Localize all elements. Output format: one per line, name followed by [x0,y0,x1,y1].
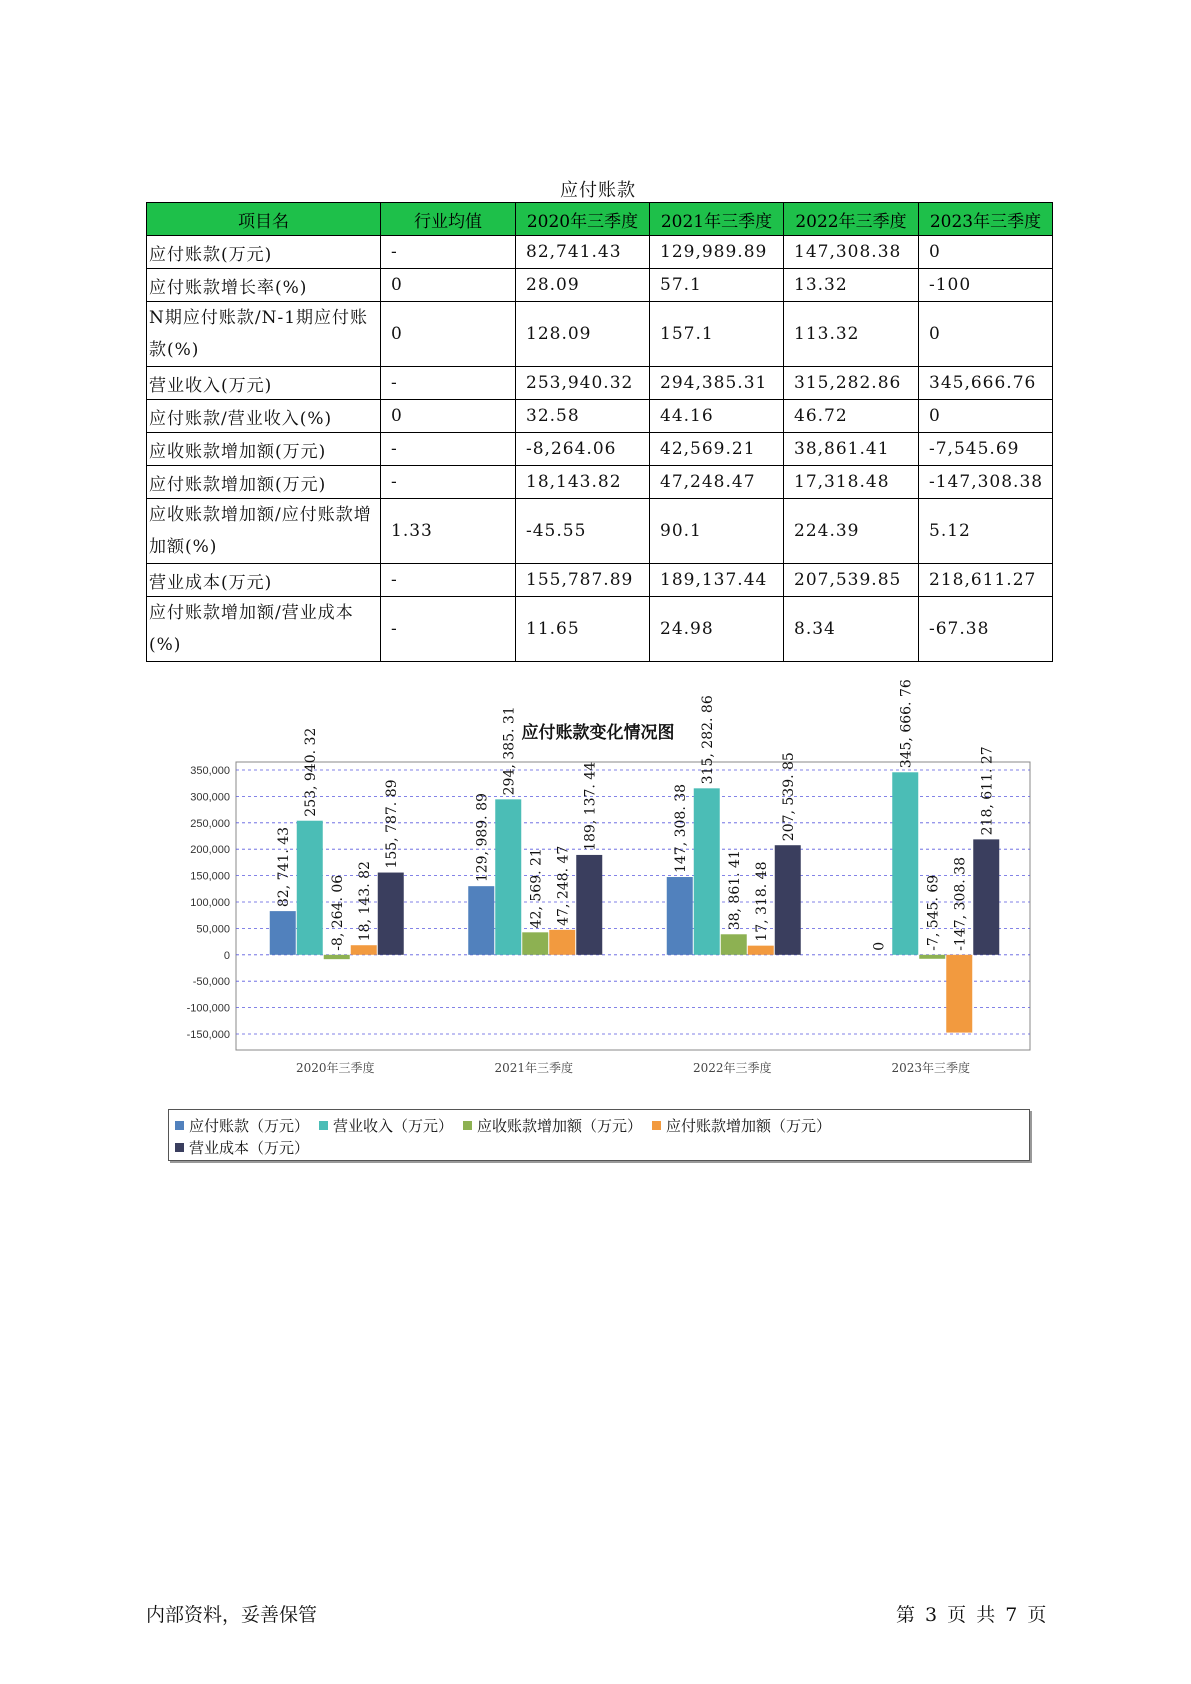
table-cell: 253,940.32 [516,367,650,400]
data-label: 42, 569. 21 [528,848,545,929]
table-row [147,236,1053,269]
table-row [147,466,1053,499]
bar [973,839,999,954]
table-cell: 5.12 [919,499,1053,564]
bar [667,877,693,955]
x-tick-label: 2023年三季度 [891,1061,971,1075]
header-cell: 项目名 [147,203,381,236]
data-label: 0 [871,941,888,951]
table-cell: 294,385.31 [650,367,784,400]
table-cell: 189,137.44 [650,564,784,597]
y-tick-label: 0 [223,949,230,962]
y-tick-label: 300,000 [190,791,230,804]
table-row [147,564,1053,597]
header-cell: 2022年三季度 [784,203,919,236]
row-label: 应收账款增加额(万元) [147,433,381,466]
table-cell: 90.1 [650,499,784,564]
row-label: 应付账款(万元) [147,236,381,269]
table-row [147,400,1053,433]
legend-label: 营业成本（万元） [189,1138,310,1157]
table-row [147,269,1053,302]
table-cell: -45.55 [516,499,650,564]
legend-item [463,1115,642,1136]
data-label: -7, 545. 69 [925,874,942,951]
table-cell: 0 [919,236,1053,269]
table-cell: 218,611.27 [919,564,1053,597]
data-label: 315, 282. 86 [700,695,717,785]
legend-row [175,1114,1023,1136]
table-cell: - [381,236,516,269]
bar [297,821,323,955]
data-label: -8, 264. 06 [330,874,347,951]
header-cell: 2020年三季度 [516,203,650,236]
table-cell: 0 [919,302,1053,367]
bar [549,930,575,955]
bar [351,945,377,955]
table-cell: 0 [381,269,516,302]
table-cell: 38,861.41 [784,433,919,466]
legend-swatch [175,1143,184,1152]
table-row [147,597,1053,662]
table-cell: 155,787.89 [516,564,650,597]
row-label: 应付账款/营业收入(%) [147,400,381,433]
table-cell: 18,143.82 [516,466,650,499]
bar [576,855,602,955]
x-tick-label: 2022年三季度 [692,1061,772,1075]
data-label: 189, 137. 44 [582,761,599,851]
legend-item [652,1115,831,1136]
bar [892,772,918,955]
data-label: 253, 940. 32 [303,727,320,817]
table-cell: 13.32 [784,269,919,302]
bar [378,873,404,955]
data-label: 294, 385. 31 [501,706,518,796]
table-cell: -147,308.38 [919,466,1053,499]
table-cell: 32.58 [516,400,650,433]
header-cell: 行业均值 [381,203,516,236]
table-cell: - [381,433,516,466]
table-cell: 128.09 [516,302,650,367]
bar [946,955,972,1033]
y-tick-label: 100,000 [190,897,230,909]
table-cell: -7,545.69 [919,433,1053,466]
table-cell: 0 [381,400,516,433]
data-label: 17, 318. 48 [754,861,771,942]
table-cell: 345,666.76 [919,367,1053,400]
table-cell: 0 [919,400,1053,433]
data-label: 207, 539. 85 [781,752,798,842]
data-label: 18, 143. 82 [357,861,374,942]
y-tick-label: 350,000 [190,765,230,777]
data-label: 47, 248. 47 [555,845,572,926]
table-cell: 207,539.85 [784,564,919,597]
x-tick-label: 2021年三季度 [494,1061,574,1075]
table-cell: 157.1 [650,302,784,367]
table-cell: 42,569.21 [650,433,784,466]
table-row [147,302,1053,367]
table-header-row [147,203,1053,236]
data-label: 129, 989. 89 [474,793,491,883]
data-label: 38, 861. 41 [727,850,744,931]
bar [919,955,945,959]
table-row [147,433,1053,466]
x-tick-label: 2020年三季度 [295,1061,375,1075]
header-cell: 2021年三季度 [650,203,784,236]
table-cell: 11.65 [516,597,650,662]
legend-swatch [175,1121,184,1130]
legend-swatch [319,1121,328,1130]
y-tick-label: -150,000 [186,1029,230,1041]
bar [694,788,720,954]
row-label: 营业成本(万元) [147,564,381,597]
y-tick-label: -50,000 [192,976,230,989]
table-cell: 24.98 [650,597,784,662]
bar [775,845,801,955]
header-cell: 2023年三季度 [919,203,1053,236]
bar [522,932,548,954]
legend-label: 营业收入（万元） [333,1116,454,1135]
table-cell: - [381,564,516,597]
table-cell: -67.38 [919,597,1053,662]
footer-note: 内部资料，妥善保管 [146,1604,318,1626]
data-label: 218, 611. 27 [979,746,996,836]
table-caption: 应付账款 [560,180,636,201]
table-cell: 8.34 [784,597,919,662]
data-label: 147, 308. 38 [673,783,690,874]
bar [721,934,747,955]
y-tick-label: 200,000 [190,844,230,857]
legend-swatch [463,1121,472,1130]
table-cell: 147,308.38 [784,236,919,269]
chart-legend [168,1109,1030,1161]
table-cell: 129,989.89 [650,236,784,269]
accounts-payable-table [146,202,1053,662]
data-label: 82, 741. 43 [276,826,293,908]
row-label: 营业收入(万元) [147,367,381,400]
table-cell: 0 [381,302,516,367]
y-tick-label: 250,000 [190,817,230,830]
bar [748,946,774,955]
y-tick-label: -100,000 [186,1002,230,1015]
chart-title: 应付账款变化情况图 [521,723,675,743]
row-label: 应付账款增加额(万元) [147,466,381,499]
table-row [147,499,1053,564]
table-cell: - [381,597,516,662]
table-cell: 46.72 [784,400,919,433]
row-label: 应付账款增加额/营业成本(%) [147,597,381,662]
table-cell: 82,741.43 [516,236,650,269]
legend-label: 应收账款增加额（万元） [477,1116,643,1135]
table-cell: -8,264.06 [516,433,650,466]
data-label: 155, 787. 89 [384,779,401,869]
table-cell: 47,248.47 [650,466,784,499]
bar [468,886,494,955]
legend-item [175,1115,309,1136]
row-label: N期应付账款/N-1期应付账款(%) [147,302,381,367]
data-label: 345, 666. 76 [898,679,915,769]
legend-item [175,1137,309,1158]
y-tick-label: 150,000 [190,870,230,883]
table-cell: 28.09 [516,269,650,302]
legend-label: 应付账款（万元） [189,1116,310,1135]
data-label: -147, 308. 38 [952,857,969,951]
bar [270,911,296,955]
table-cell: - [381,367,516,400]
page-number: 第 3 页 共 7 页 [896,1604,1047,1626]
bar [324,955,350,959]
y-tick-label: 50,000 [196,923,230,936]
table-cell: 315,282.86 [784,367,919,400]
table-cell: 1.33 [381,499,516,564]
row-label: 应付账款增长率(%) [147,269,381,302]
table-cell: 113.32 [784,302,919,367]
legend-swatch [652,1121,661,1130]
table-cell: - [381,466,516,499]
row-label: 应收账款增加额/应付账款增加额(%) [147,499,381,564]
table-row [147,367,1053,400]
table-cell: 44.16 [650,400,784,433]
table-cell: 17,318.48 [784,466,919,499]
table-cell: -100 [919,269,1053,302]
legend-label: 应付账款增加额（万元） [666,1116,832,1135]
table-cell: 224.39 [784,499,919,564]
bar [495,799,521,954]
table-cell: 57.1 [650,269,784,302]
legend-item [319,1115,453,1136]
legend-row [175,1136,1023,1158]
